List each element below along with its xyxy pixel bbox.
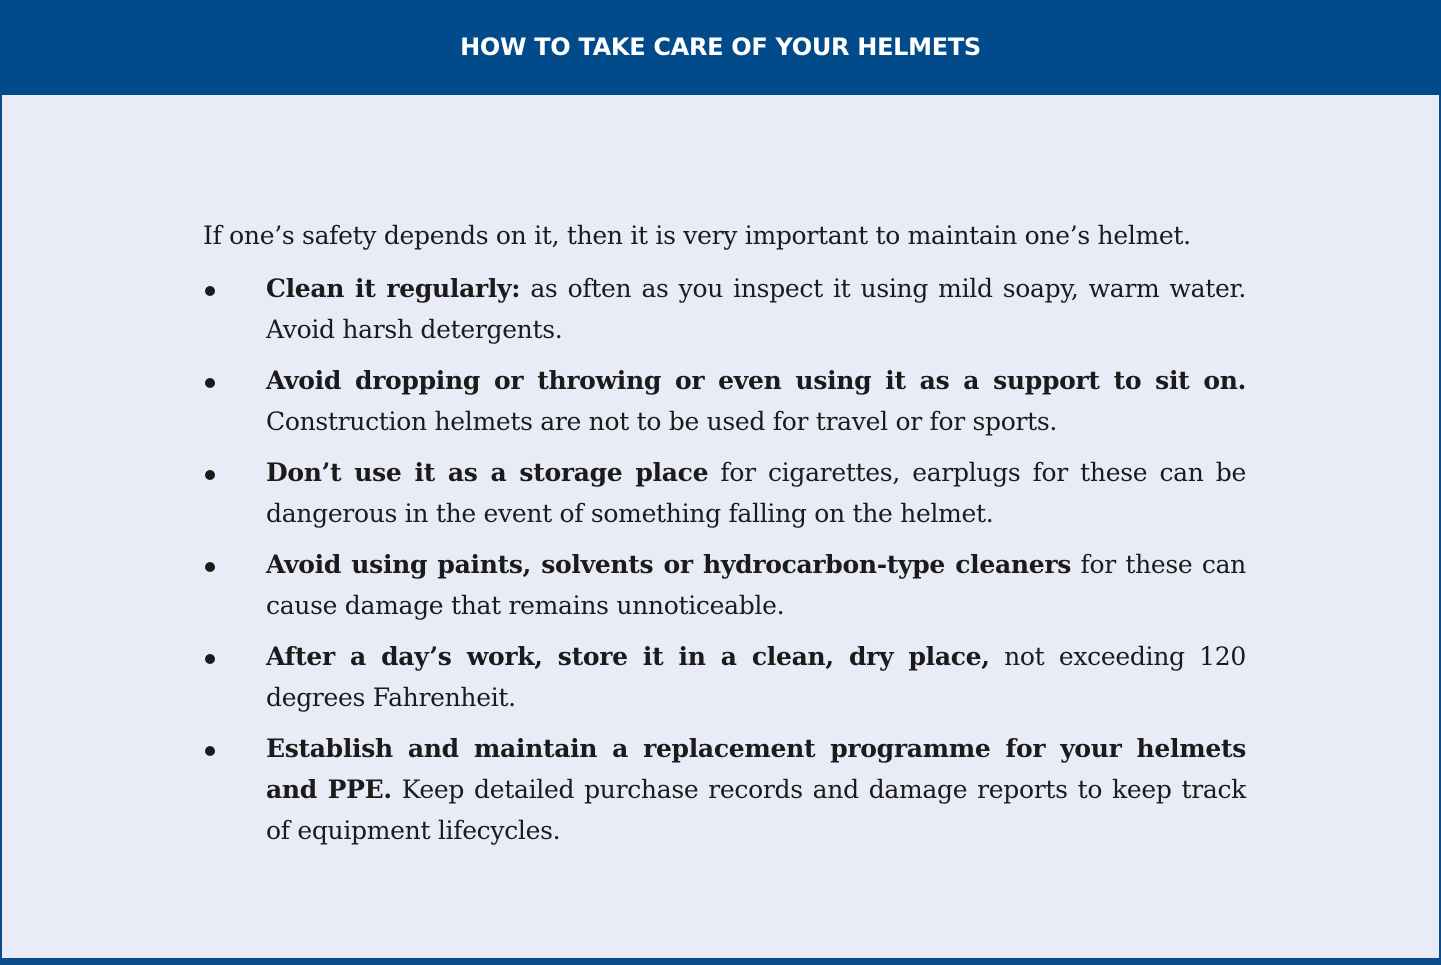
tip-heading: Avoid using paints, solvents or hydrocarbon-type cleaners — [266, 550, 1072, 579]
bullet-icon — [205, 378, 215, 388]
list-item — [203, 728, 1246, 851]
tip-heading: Clean it regularly: — [266, 274, 521, 303]
list-item — [203, 452, 1246, 534]
intro-text: If one’s safety depends on it, then it is very important to maintain one’s helmet. — [203, 221, 1191, 250]
list-item — [203, 360, 1246, 442]
tip-heading: Don’t use it as a storage place — [266, 458, 709, 487]
bullet-icon — [205, 562, 215, 572]
tip-text: Keep detailed purchase records and damage reports to keep track of equipment lifecycles. — [266, 775, 1247, 845]
bullet-icon — [205, 746, 215, 756]
tip-heading: Avoid dropping or throwing or even using it as a support to sit on. — [266, 366, 1246, 395]
content-area — [203, 218, 1246, 861]
tip-text: not exceeding 120 degrees Fahrenheit. — [266, 642, 1246, 712]
list-item — [203, 636, 1246, 718]
bullet-icon — [205, 286, 215, 296]
list-item — [203, 544, 1246, 626]
header-banner — [0, 0, 1441, 95]
tip-text: as often as you inspect it using mild soapy, warm water. Avoid harsh detergents. — [266, 274, 1246, 344]
bullet-icon — [205, 654, 215, 664]
tip-text: Construction helmets are not to be used for travel or for sports. — [266, 407, 1058, 436]
tip-text: for cigarettes, earplugs for these can be dangerous in the event of something falling on the helmet. — [266, 458, 1246, 528]
page-title: HOW TO TAKE CARE OF YOUR HELMETS — [460, 32, 981, 61]
tip-heading: After a day’s work, store it in a clean, dry place, — [266, 642, 990, 671]
tip-heading: Establish and maintain a replacement programme for your helmets and PPE. — [266, 734, 1246, 804]
list-item — [203, 268, 1246, 350]
tips-list — [203, 268, 1246, 851]
bullet-icon — [205, 470, 215, 480]
tip-text: for these can cause damage that remains unnoticeable. — [266, 550, 1246, 620]
